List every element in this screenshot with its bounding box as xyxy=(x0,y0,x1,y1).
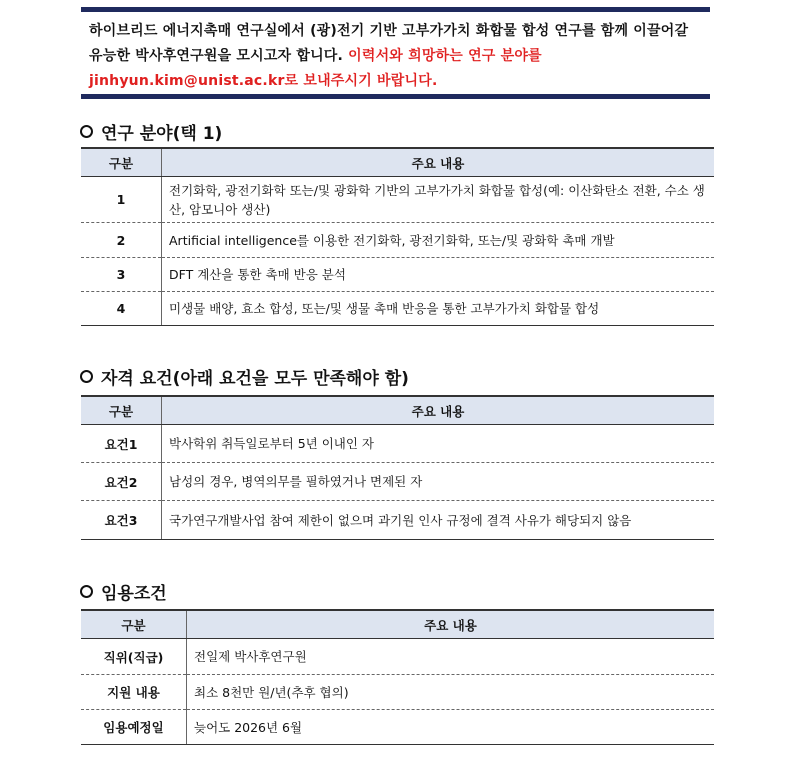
header-main-content: 주요 내용 xyxy=(162,148,715,177)
table-header-row xyxy=(81,610,714,639)
table-row xyxy=(81,675,714,710)
row-value: DFT 계산을 통한 촉매 반응 분석 xyxy=(162,258,715,292)
row-value: 최소 8천만 원/년(추후 협의) xyxy=(187,675,715,710)
table-row xyxy=(81,258,714,292)
table-row xyxy=(81,501,714,540)
row-key: 임용예정일 xyxy=(81,710,187,745)
row-key: 4 xyxy=(81,292,162,326)
recruitment-notice xyxy=(81,7,710,99)
row-key: 요건3 xyxy=(81,501,162,540)
section-title-research-fields xyxy=(80,119,222,144)
row-value: 미생물 배양, 효소 합성, 또는/및 생물 촉매 반응을 통한 고부가가치 화합물 합성 xyxy=(162,292,715,326)
table-row xyxy=(81,177,714,223)
section-title-qualifications xyxy=(80,364,409,389)
row-key: 요건2 xyxy=(81,463,162,501)
header-category: 구분 xyxy=(81,396,162,425)
circle-bullet-icon xyxy=(80,125,93,138)
table-row xyxy=(81,639,714,675)
circle-bullet-icon xyxy=(80,585,93,598)
table-row xyxy=(81,425,714,463)
table-header-row xyxy=(81,396,714,425)
section-title-employment-terms xyxy=(80,579,167,604)
row-value: 전기화학, 광전기화학 또는/및 광화학 기반의 고부가가치 화합물 합성(예: 이산화탄소 전환, 수소 생산, 암모니아 생산) xyxy=(162,177,715,223)
row-key: 2 xyxy=(81,223,162,258)
row-key: 1 xyxy=(81,177,162,223)
row-value: 박사학위 취득일로부터 5년 이내인 자 xyxy=(162,425,715,463)
row-key: 직위(직급) xyxy=(81,639,187,675)
table-row xyxy=(81,463,714,501)
row-value: 늦어도 2026년 6월 xyxy=(187,710,715,745)
table-row xyxy=(81,710,714,745)
notice-intro: 하이브리드 에너지촉매 연구실에서 (광)전기 기반 고부가가치 화합물 합성 연구를 함께 이끌어갈 유능한 박사후연구원을 모시고자 합니다. xyxy=(89,23,689,64)
section-title-text: 자격 요건(아래 요건을 모두 만족해야 함) xyxy=(101,369,409,389)
section-title-text: 임용조건 xyxy=(101,584,167,604)
header-category: 구분 xyxy=(81,148,162,177)
employment-terms-table xyxy=(81,609,714,745)
row-value: 전일제 박사후연구원 xyxy=(187,639,715,675)
header-main-content: 주요 내용 xyxy=(162,396,715,425)
header-main-content: 주요 내용 xyxy=(187,610,715,639)
row-value: Artificial intelligence를 이용한 전기화학, 광전기화학, 또는/및 광화학 촉매 개발 xyxy=(162,223,715,258)
table-row xyxy=(81,292,714,326)
row-key: 지원 내용 xyxy=(81,675,187,710)
row-key: 요건1 xyxy=(81,425,162,463)
research-fields-table xyxy=(81,147,714,326)
row-value: 남성의 경우, 병역의무를 필하였거나 면제된 자 xyxy=(162,463,715,501)
qualifications-table xyxy=(81,395,714,540)
row-key: 3 xyxy=(81,258,162,292)
table-header-row xyxy=(81,148,714,177)
section-title-text: 연구 분야(택 1) xyxy=(101,124,223,144)
circle-bullet-icon xyxy=(80,370,93,383)
notice-application-instructions: 이력서와 희망하는 연구 분야를 jinhyun.kim@unist.ac.kr로 보내주시기 바랍니다. xyxy=(89,48,542,89)
table-row xyxy=(81,223,714,258)
header-category: 구분 xyxy=(81,610,187,639)
row-value: 국가연구개발사업 참여 제한이 없으며 과기원 인사 규정에 결격 사유가 해당되지 않음 xyxy=(162,501,715,540)
